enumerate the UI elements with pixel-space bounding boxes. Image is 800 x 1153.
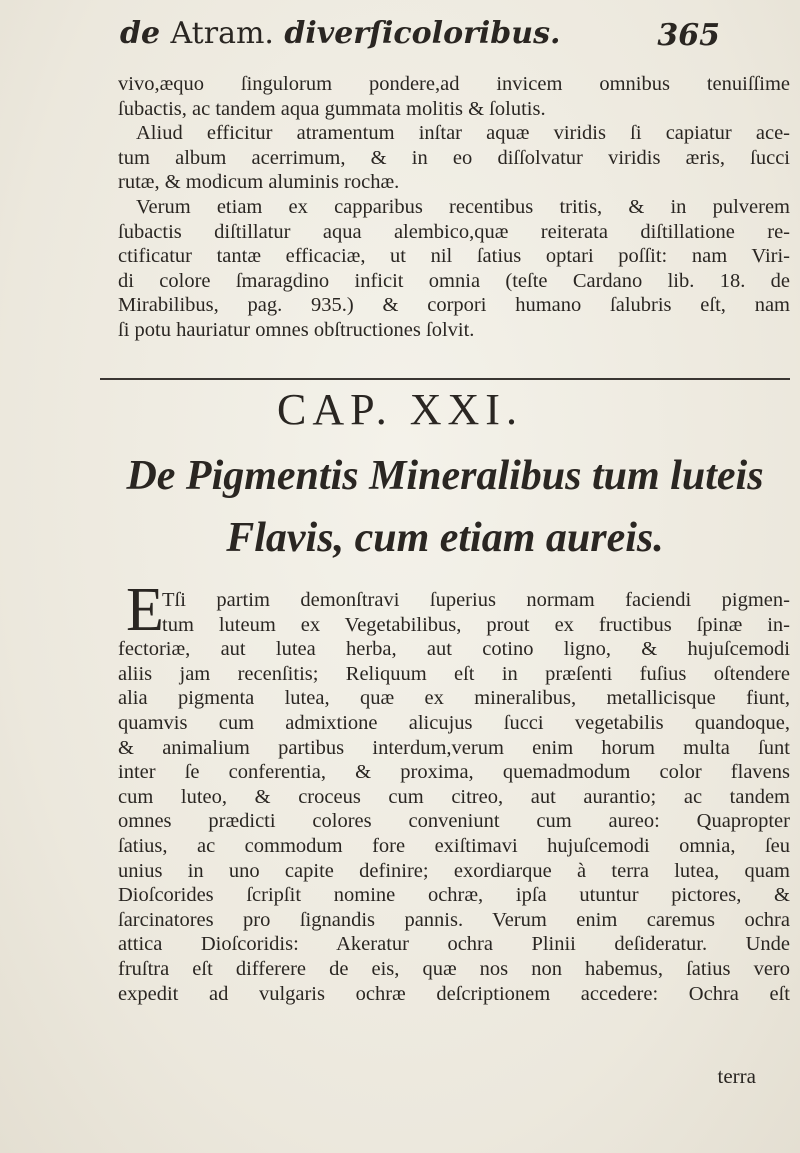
section-rule [100, 378, 790, 380]
text-line: vivo,æquo ſingulorum pondere,ad invicem omnibus tenuiſſime [118, 73, 790, 95]
text-line: Dioſcorides ſcripſit nomine ochræ, ipſa utuntur pictores, & [118, 884, 790, 907]
text-line: ſatius, ac commodum fore exiſtimavi hujuſcemodi omnia, ſeu [118, 834, 790, 857]
chapter-title-line-2: Flavis, cum etiam aureis. [226, 515, 664, 561]
text-line: ſi potu hauriatur omnes obſtructiones ſolvit. [118, 318, 475, 341]
text-line: Tſi partim demonſtravi ſuperius normam faciendi pigmen- [162, 589, 790, 611]
text-line: Mirabilibus, pag. 935.) & corpori humano ſalubris eſt, nam [118, 294, 790, 317]
text-line: rutæ, & modicum aluminis rochæ. [118, 171, 400, 194]
text-line: & animalium partibus interdum,verum enim horum multa ſunt [118, 736, 790, 759]
running-head [120, 10, 720, 66]
text-line: omnes prædicti colores conveniunt cum aureo: Quapropter [118, 810, 790, 833]
text-line: ſubactis diſtillatur aqua alembico,quæ reiterata diſtillatione re- [118, 220, 790, 243]
text-line: ſubactis, ac tandem aqua gummata molitis & ſolutis. [118, 97, 546, 120]
text-line: inter ſe conferentia, & proxima, quemadmodum color flavens [118, 761, 790, 784]
text-line: attica Dioſcoridis: Akeratur ochra Plinii deſideratur. Unde [118, 933, 790, 956]
text-line: aliis jam recenſitis; Reliquum eſt in præſenti fuſius oſtendere [118, 662, 790, 685]
chapter-body [118, 588, 790, 1006]
text-line: tum album acerrimum, & in eo diſſolvatur viridis æris, ſucci [118, 146, 790, 169]
text-line: expedit ad vulgaris ochræ deſcriptionem accedere: Ochra eſt [118, 982, 790, 1005]
running-title-part: de [120, 16, 161, 51]
text-line: Verum etiam ex capparibus recentibus tritis, & in pulverem [136, 195, 790, 218]
text-line: Aliud efficitur atramentum inſtar aquæ viridis ſi capiatur ace- [136, 122, 790, 145]
catchword: terra [717, 1064, 756, 1088]
top-paragraph [118, 72, 790, 343]
text-line: unius in uno capite definire; exordiarque à terra lutea, quam [118, 859, 790, 882]
page-number: 365 [657, 18, 720, 53]
chapter-title-line-1: De Pigmentis Mineralibus tum luteis [126, 453, 764, 499]
text-line: quamvis cum admixtione alicujus ſucci vegetabilis quandoque, [118, 711, 790, 734]
text-line: alia pigmenta lutea, quæ ex mineralibus, metallicisque fiunt, [118, 687, 790, 710]
running-title-part: diverſicoloribus. [284, 16, 561, 51]
text-line: di colore ſmaragdino inficit omnia (teſte Cardano lib. 18. de [118, 269, 790, 292]
text-line: ſarcinatores pro ſignandis pannis. Verum enim caremus ochra [118, 908, 790, 931]
running-title-part: Atram. [170, 16, 274, 51]
text-line: tum luteum ex Vegetabilibus, prout ex fructibus ſpinæ in- [162, 613, 790, 636]
text-line: fectoriæ, aut lutea herba, aut cotino ligno, & hujuſcemodi [118, 638, 790, 661]
chapter-number: CAP. XXI. [277, 385, 523, 434]
text-line: cum luteo, & croceus cum citreo, aut aurantio; ac tandem [118, 785, 790, 808]
text-line: ctificatur tantæ efficaciæ, ut nil ſatius optari poſſit: nam Viri- [118, 245, 790, 268]
running-title [120, 16, 560, 51]
drop-cap: E [126, 576, 164, 644]
text-line: fruſtra eſt differere de eis, quæ nos non habemus, ſatius vero [118, 957, 790, 980]
